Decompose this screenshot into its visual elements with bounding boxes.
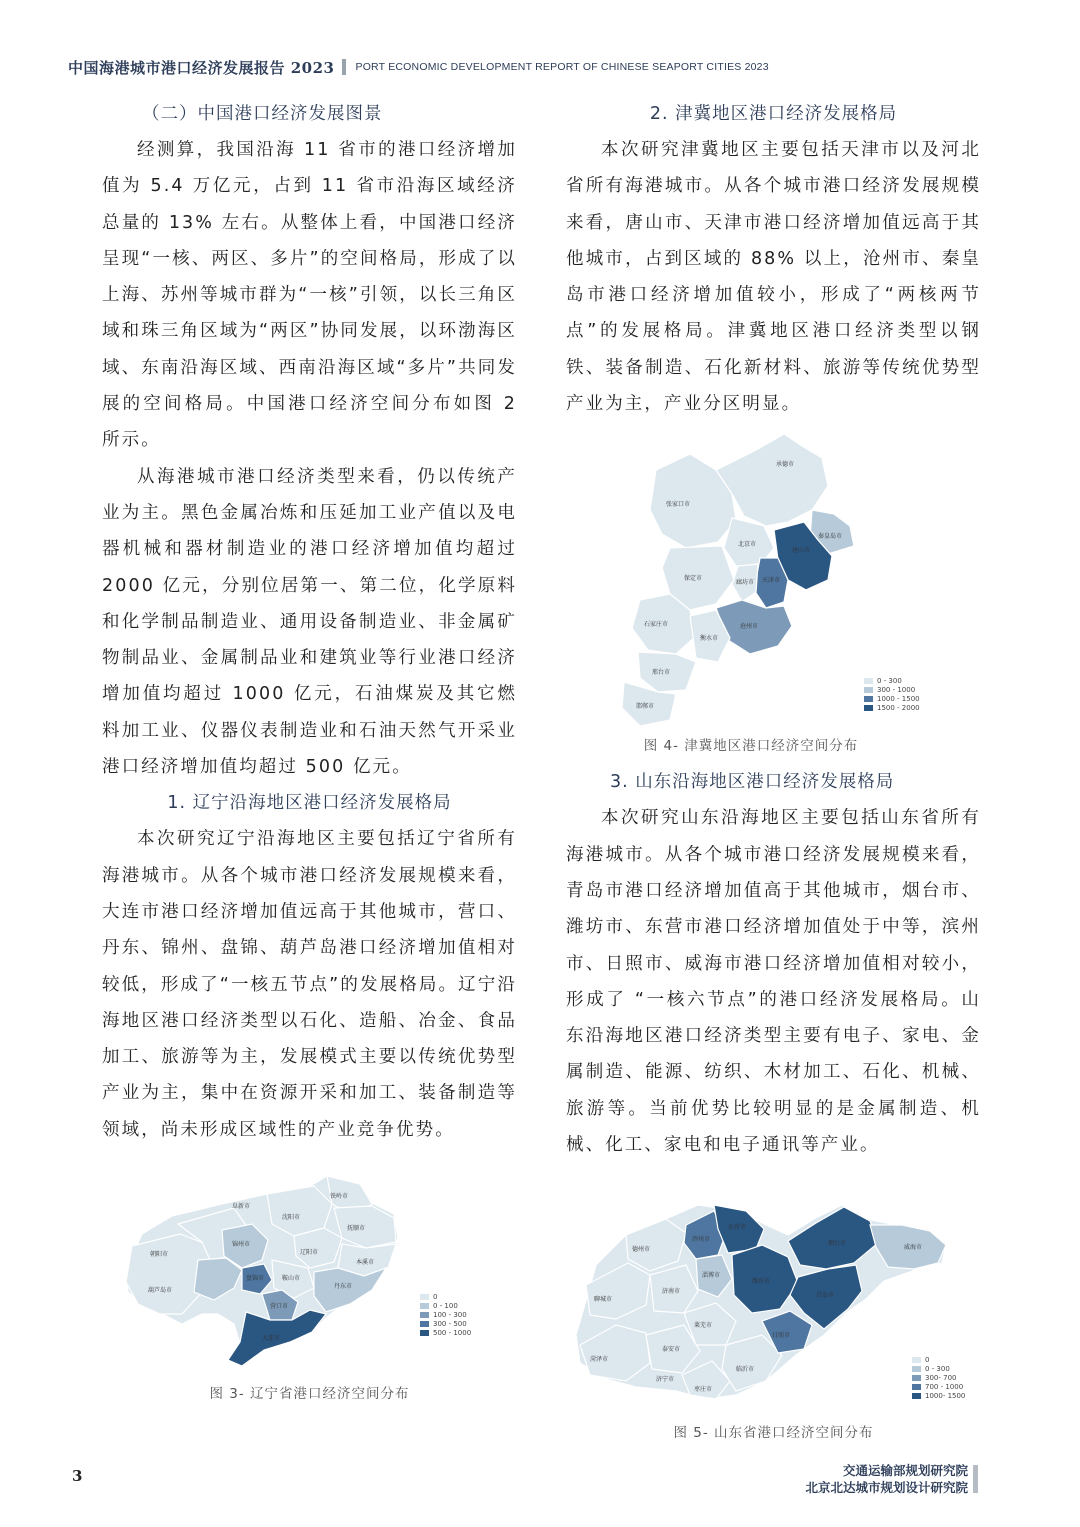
right-column (566, 96, 981, 1445)
legend-swatch (864, 696, 873, 702)
paragraph-shandong: 本次研究山东沿海地区主要包括山东省所有海港城市。从各个城市港口经济发展规模来看，青岛市港口经济增加值高于其他城市，烟台市、潍坊市、东营市港口经济增加值处于中等，滨州市、日照市、威海市港口经济增加值相对较小，形成了 “一核六节点”的港口经济发展格局。山东沿海地区港口经济类型主要有电子、家电、金属制造、能源、纺织、木材加工、石化、机械、旅游等。当前优势比较明显的是金属制造、机械、化工、家电和电子通讯等产业。 (566, 808, 981, 1156)
subsection-title-jinji: 2. 津冀地区港口经济发展格局 (649, 104, 898, 124)
map-label-handan: 邯郸市 (636, 703, 655, 711)
legend-swatch (420, 1294, 429, 1300)
map-label-rizhao: 日照市 (772, 1332, 791, 1340)
subsection-title-liaoning: 1. 辽宁沿海地区港口经济发展格局 (167, 793, 452, 814)
legend-label: 0 - 100 (433, 1301, 458, 1310)
map-label-dandong: 丹东市 (334, 1283, 353, 1291)
legend-swatch (864, 678, 873, 684)
legend-swatch (864, 687, 873, 693)
header-divider (342, 59, 346, 75)
paragraph-overview: 经测算，我国沿海 11 省市的港口经济增加值为 5.4 万亿元，占到 11 省市沿海区域经济总量的 13% 左右。从整体上看，中国港口经济呈现“一核、两区、多片”的空间格局，形成了以上海、苏州等城市群为“一核”引领，以长三角区域和珠三角区域为“两区”协同发展，以环渤海区域、东南沿海区域、西南沿海区域“多片”共同发展的空间格局。中国港口经济空间分布如图 2 所示。 (102, 140, 517, 451)
map-label-liaoyang: 辽阳市 (300, 1249, 319, 1257)
map-label-jining: 济宁市 (656, 1376, 675, 1384)
map-label-dongying: 东营市 (728, 1224, 747, 1232)
footer-institutions (805, 1462, 968, 1496)
paragraph-liaoning: 本次研究辽宁沿海地区主要包括辽宁省所有海港城市。从各个城市港口经济发展规模来看，大连市港口经济增加值远高于其他城市，营口、丹东、锦州、盘锦、葫芦岛港口经济增加值相对较低，形成了“一核五节点”的发展格局。辽宁沿海地区港口经济类型以石化、造船、冶金、食品加工、旅游等为主，发展模式主要以传统优势型产业为主，集中在资源开采和加工、装备制造等领域，尚未形成区域性的产业竞争优势。 (102, 829, 517, 1140)
map-label-zhangjiakou: 张家口市 (666, 501, 691, 509)
legend-label: 1000- 1500 (925, 1391, 966, 1400)
section-title: （二）中国港口经济发展图景 (142, 104, 383, 124)
map-label-weihai: 威海市 (904, 1244, 923, 1252)
map-label-huludao: 葫芦岛市 (148, 1287, 173, 1295)
fig3-legend (420, 1292, 471, 1337)
left-column (102, 96, 517, 1404)
legend-label: 700 - 1000 (925, 1382, 964, 1391)
map-label-binzhou: 滨州市 (692, 1236, 711, 1244)
legend-label: 0 - 300 (925, 1364, 950, 1373)
legend-swatch (912, 1375, 921, 1381)
map-label-hengshui: 衡水市 (700, 635, 719, 643)
fig4-legend (864, 676, 920, 712)
figure-5-caption: 图 5- 山东省港口经济空间分布 (673, 1425, 874, 1442)
map-label-xingtai: 邢台市 (652, 669, 671, 677)
map-label-chaoyang: 朝阳市 (150, 1251, 169, 1259)
legend-swatch (912, 1366, 921, 1372)
map-label-laiwu: 莱芜市 (694, 1322, 713, 1330)
map-label-dezhou: 德州市 (632, 1246, 651, 1254)
legend-label: 0 - 300 (877, 676, 902, 685)
legend-label: 300- 700 (925, 1373, 957, 1382)
legend-swatch (420, 1330, 429, 1336)
map-label-shenyang: 沈阳市 (282, 1214, 301, 1222)
figure-3-liaoning-map (102, 1164, 517, 1404)
map-label-panjin: 盘锦市 (246, 1275, 265, 1283)
map-label-taian: 泰安市 (662, 1346, 681, 1354)
map-label-tianjin: 天津市 (762, 577, 781, 585)
map-label-baoding: 保定市 (684, 575, 703, 583)
legend-label: 1000 - 1500 (877, 694, 920, 703)
map-label-chengde: 承德市 (776, 461, 795, 469)
legend-label: 500 - 1000 (433, 1328, 472, 1337)
page-header (68, 56, 1008, 78)
map-label-zibo: 淄博市 (702, 1272, 721, 1280)
legend-swatch (420, 1321, 429, 1327)
map-label-weifang: 潍坊市 (752, 1278, 771, 1286)
subsection-title-shandong: 3. 山东沿海地区港口经济发展格局 (610, 772, 895, 793)
legend-swatch (912, 1357, 921, 1363)
footer-line-1: 交通运输部规划研究院 (842, 1463, 968, 1478)
legend-label: 1500 - 2000 (877, 703, 920, 712)
map-label-jinzhou: 锦州市 (232, 1241, 251, 1249)
map-label-cangzhou: 沧州市 (740, 623, 759, 631)
legend-swatch (420, 1303, 429, 1309)
map-label-tieling: 铁岭市 (330, 1193, 349, 1201)
map-label-langfang: 廊坊市 (736, 579, 755, 587)
figure-3-caption: 图 3- 辽宁省港口经济空间分布 (209, 1386, 410, 1403)
figure-5-shandong-map (566, 1185, 981, 1445)
map-label-qinhuangdao: 秦皇岛市 (818, 533, 843, 541)
footer-line-2: 北京北达城市规划设计研究院 (805, 1480, 968, 1495)
header-title-en: PORT ECONOMIC DEVELOPMENT REPORT OF CHINESE SEAPORT CITIES 2023 (355, 61, 769, 73)
map-label-anshan: 鞍山市 (282, 1275, 301, 1283)
legend-swatch (912, 1384, 921, 1390)
legend-label: 300 - 500 (433, 1319, 467, 1328)
footer-bar (973, 1465, 978, 1493)
legend-label: 100 - 300 (433, 1310, 467, 1319)
figure-4-caption: 图 4- 津冀地区港口经济空间分布 (643, 738, 859, 755)
legend-swatch (420, 1312, 429, 1318)
map-label-yingkou: 营口市 (270, 1303, 289, 1311)
paragraph-jinji: 本次研究津冀地区主要包括天津市以及河北省所有海港城市。从各个城市港口经济发展规模来看，唐山市、天津市港口经济增加值远高于其他城市，占到区域的 88% 以上，沧州市、秦皇岛市港口经济增加值较小，形成了“两核两节点”的发展格局。津冀地区港口经济类型以钢铁、装备制造、石化新材料、旅游等传统优势型产业为主，产业分区明显。 (566, 140, 981, 415)
map-label-linyi: 临沂市 (736, 1366, 755, 1374)
map-label-qingdao: 青岛市 (816, 1292, 835, 1300)
page-number: 3 (72, 1467, 83, 1485)
map-label-tangshan: 唐山市 (792, 547, 811, 555)
map-label-heze: 菏泽市 (590, 1356, 609, 1364)
map-label-fuxin: 阜新市 (232, 1203, 251, 1211)
legend-label: 0 (433, 1292, 438, 1301)
map-label-fushun: 抚顺市 (347, 1225, 366, 1233)
map-label-benxi: 本溪市 (356, 1259, 375, 1267)
map-label-zaozhuang: 枣庄市 (694, 1386, 713, 1394)
map-label-dalian: 大连市 (262, 1335, 281, 1343)
fig5-legend (912, 1355, 965, 1400)
legend-swatch (864, 705, 873, 711)
map-label-jinan: 济南市 (662, 1288, 681, 1296)
legend-label: 0 (925, 1355, 930, 1364)
liaoning-map-svg (102, 1164, 517, 1379)
map-label-shijiazhuang: 石家庄市 (644, 621, 669, 629)
map-label-yantai: 烟台市 (828, 1240, 847, 1248)
map-label-liaocheng: 聊城市 (594, 1296, 613, 1304)
paragraph-industry-types: 从海港城市港口经济类型来看，仍以传统产业为主。黑色金属冶炼和压延加工业产值以及电器机械和器材制造业的港口经济增加值均超过 2000 亿元，分别位居第一、第二位，化学原料和化学制品制造业、通用设备制造业、非金属矿物制品业、金属制品业和建筑业等行业港口经济增加值均超过 1000 亿元，石油煤炭及其它燃料加工业、仪器仪表制造业和石油天然气开采业港口经济增加值均超过 500 亿元。 (102, 466, 517, 778)
map-label-beijing: 北京市 (738, 541, 757, 549)
legend-label: 300 - 1000 (877, 685, 916, 694)
legend-swatch (912, 1393, 921, 1399)
header-title-cn: 中国海港城市港口经济发展报告 2023 (68, 58, 335, 77)
figure-4-jinji-map (566, 430, 981, 764)
